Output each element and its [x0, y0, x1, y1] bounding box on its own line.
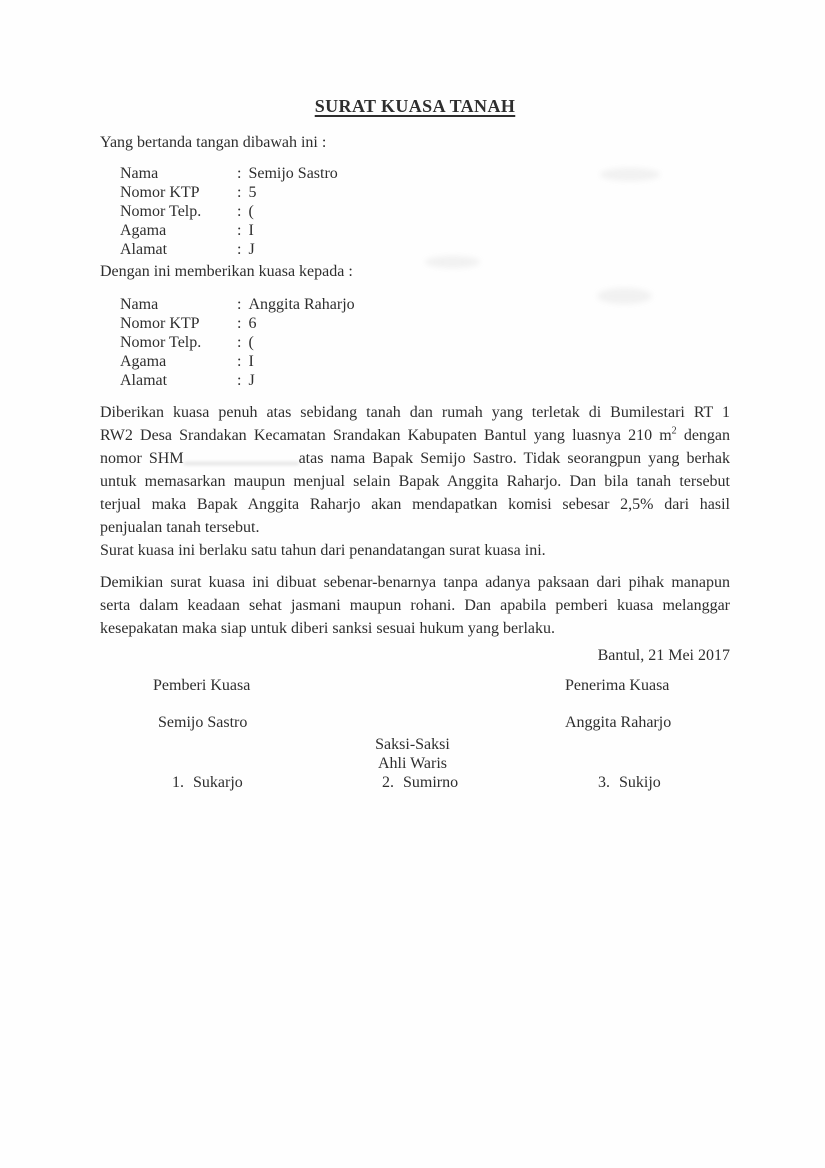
- field-value: Semijo Sastro: [248, 165, 338, 182]
- body-paragraph-closing: [100, 571, 730, 640]
- field-row-agama: [100, 352, 730, 371]
- opening-statement: Yang bertanda tangan dibawah ini :: [100, 134, 327, 151]
- witness-number: 2.: [382, 774, 394, 791]
- field-label: Nama: [120, 165, 159, 182]
- paragraph-line: penjualan tanah tersebut.: [100, 519, 260, 536]
- field-row-agama: [100, 221, 730, 240]
- field-label: Alamat: [120, 372, 168, 389]
- witness-2: [382, 773, 458, 792]
- field-label: Agama: [120, 222, 167, 239]
- witness-1: [172, 773, 243, 792]
- field-row-nomor-ktp: [100, 314, 730, 333]
- field-label: Nomor Telp.: [120, 203, 202, 220]
- line-text: dengan: [683, 427, 731, 444]
- witness-name: Sukijo: [619, 774, 661, 791]
- scan-artifact: [597, 288, 652, 304]
- field-value: Anggita Raharjo: [248, 296, 355, 313]
- square-meter-superscript: 2: [671, 425, 677, 437]
- field-value-redacted: I: [248, 222, 254, 239]
- title-row: [100, 95, 730, 117]
- redacted-shm-number: [184, 452, 299, 465]
- paragraph-line: Demikian surat kuasa ini dibuat sebenar-benarnya tanpa adanya paksaan dari pihak manapun: [100, 574, 730, 591]
- field-colon: :: [237, 296, 242, 313]
- grant-statement: Dengan ini memberikan kuasa kepada :: [100, 263, 353, 280]
- heirs-heading: Ahli Waris: [377, 755, 448, 772]
- field-colon: :: [237, 222, 242, 239]
- field-colon: :: [237, 334, 242, 351]
- field-label: Nomor KTP: [120, 184, 200, 201]
- scan-artifact: [600, 168, 660, 181]
- field-colon: :: [237, 184, 242, 201]
- witness-number: 3.: [598, 774, 610, 791]
- field-colon: :: [237, 353, 242, 370]
- field-colon: :: [237, 165, 242, 182]
- line-text: RW2 Desa Srandakan Kecamatan Srandakan Kabupaten Bantul yang luasnya 210 m: [100, 427, 672, 444]
- field-colon: :: [237, 315, 242, 332]
- scan-artifact: [425, 256, 480, 268]
- field-value-redacted: J: [248, 241, 255, 258]
- field-value-redacted: (: [248, 203, 254, 220]
- field-label: Agama: [120, 353, 167, 370]
- field-colon: :: [237, 203, 242, 220]
- witness-number: 1.: [172, 774, 184, 791]
- field-value-redacted: I: [248, 353, 254, 370]
- witness-name: Sumirno: [403, 774, 459, 791]
- field-value-redacted: 6: [248, 315, 257, 332]
- field-row-nomor-ktp: [100, 183, 730, 202]
- grantee-signature-name: Anggita Raharjo: [565, 714, 672, 731]
- grantor-signature-name: Semijo Sastro: [158, 714, 248, 731]
- body-paragraph-validity: Surat kuasa ini berlaku satu tahun dari penandatangan surat kuasa ini.: [100, 542, 546, 559]
- field-label: Nomor KTP: [120, 315, 200, 332]
- field-value-redacted: (: [248, 334, 254, 351]
- field-row-alamat: [100, 371, 730, 390]
- field-row-alamat: [100, 240, 730, 259]
- field-label: Nama: [120, 296, 159, 313]
- witness-name: Sukarjo: [193, 774, 243, 791]
- field-label: Alamat: [120, 241, 168, 258]
- grantee-fields: [100, 295, 730, 390]
- line-text: atas nama Bapak Semijo Sastro. Tidak seorangpun yang berhak: [298, 450, 731, 467]
- paragraph-line: untuk memasarkan maupun menjual selain Bapak Anggita Raharjo. Dan bila tanah tersebut: [100, 473, 730, 490]
- place-date-line: Bantul, 21 Mei 2017: [597, 647, 730, 664]
- field-value-redacted: 5: [248, 184, 257, 201]
- paragraph-line: serta dalam keadaan sehat jasmani maupun rohani. Dan apabila pemberi kuasa melanggar: [100, 597, 730, 614]
- paragraph-line: kesepakatan maka siap untuk diberi sanksi sesuai hukum yang berlaku.: [100, 620, 555, 637]
- grantor-signature-label: Pemberi Kuasa: [153, 677, 251, 694]
- line-text: nomor SHM: [100, 450, 184, 467]
- field-value-redacted: J: [248, 372, 255, 389]
- field-label: Nomor Telp.: [120, 334, 202, 351]
- paragraph-line: Diberikan kuasa penuh atas sebidang tanah dan rumah yang terletak di Bumilestari RT 1: [100, 404, 730, 421]
- paragraph-line: [100, 447, 730, 470]
- paragraph-line: [100, 424, 730, 447]
- witness-3: [598, 773, 661, 792]
- field-colon: :: [237, 241, 242, 258]
- field-row-nomor-telp: [100, 202, 730, 221]
- witnesses-heading: Saksi-Saksi: [375, 736, 450, 753]
- field-row-nomor-telp: [100, 333, 730, 352]
- field-colon: :: [237, 372, 242, 389]
- grantee-signature-label: Penerima Kuasa: [565, 677, 670, 694]
- body-paragraph-grant: [100, 401, 730, 539]
- document-title: SURAT KUASA TANAH: [314, 96, 516, 116]
- paragraph-line: terjual maka Bapak Anggita Raharjo akan mendapatkan komisi sebesar 2,5% dari hasil: [100, 496, 730, 513]
